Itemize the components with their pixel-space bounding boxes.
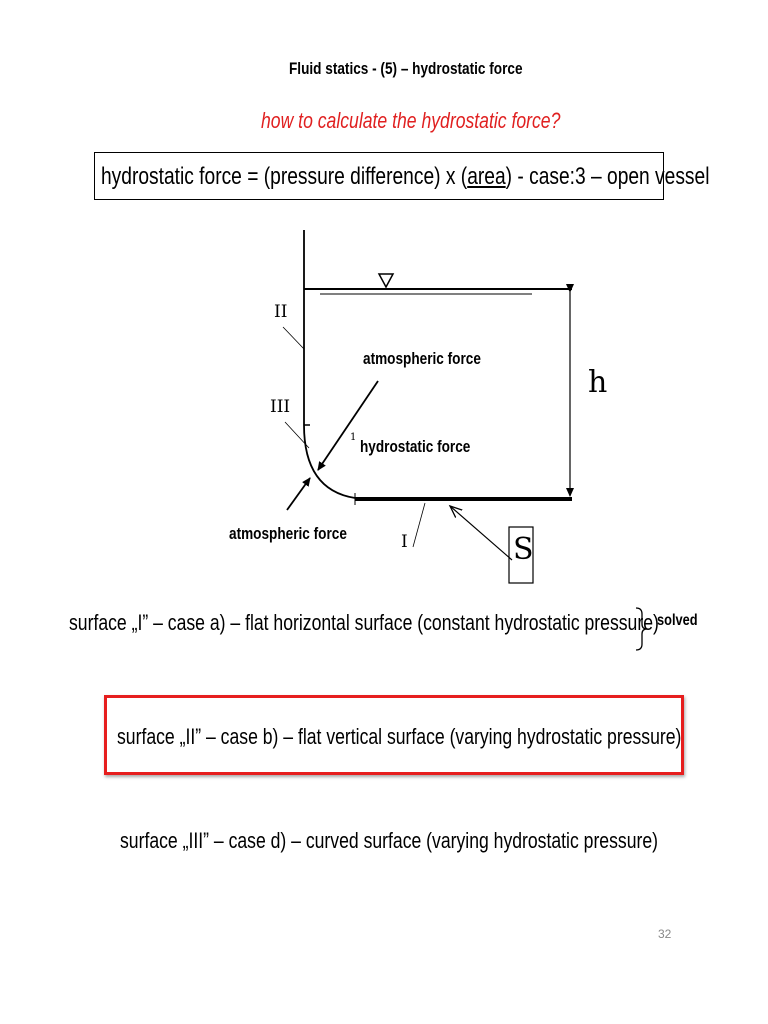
area-label: S bbox=[513, 532, 534, 567]
surface-II-text: surface „II” – case b) – flat vertical surface (varying hydrostatic pressure) bbox=[117, 724, 682, 749]
leader-II bbox=[283, 327, 304, 349]
atmospheric-force-arrow-bottom bbox=[287, 478, 310, 510]
slide-subtitle: how to calculate the hydrostatic force? bbox=[261, 108, 561, 133]
page-number: 32 bbox=[658, 927, 672, 941]
brace-icon bbox=[634, 606, 652, 652]
surface-III-text: surface „III” – case d) – curved surface (varying hydrostatic pressure) bbox=[120, 828, 658, 853]
hydrostatic-force-label: hydrostatic force bbox=[360, 437, 471, 456]
atmospheric-force-label-top: atmospheric force bbox=[363, 349, 481, 368]
atmospheric-force-label-bottom: atmospheric force bbox=[229, 524, 347, 543]
surface-I-text: surface „I” – case a) – flat horizontal surface (constant hydrostatic pressure) bbox=[69, 610, 659, 635]
formula-part2: ) - case:3 – open vessel bbox=[505, 163, 710, 190]
formula-part1: hydrostatic force = (pressure difference) x ( bbox=[101, 163, 468, 190]
water-level-symbol bbox=[379, 274, 393, 287]
small-mark-label: 1 bbox=[350, 432, 357, 443]
surface-label-I: I bbox=[401, 532, 408, 552]
leader-I bbox=[413, 503, 425, 547]
solved-label: solved bbox=[657, 612, 698, 629]
slide-title: Fluid statics - (5) – hydrostatic force bbox=[289, 59, 523, 78]
surface-label-III: III bbox=[270, 397, 291, 417]
surface-label-II: II bbox=[274, 302, 288, 322]
formula-area: area bbox=[467, 163, 506, 190]
height-label: h bbox=[588, 365, 608, 400]
vessel-curve bbox=[304, 425, 355, 498]
leader-S bbox=[450, 506, 512, 560]
leader-III bbox=[285, 422, 309, 448]
